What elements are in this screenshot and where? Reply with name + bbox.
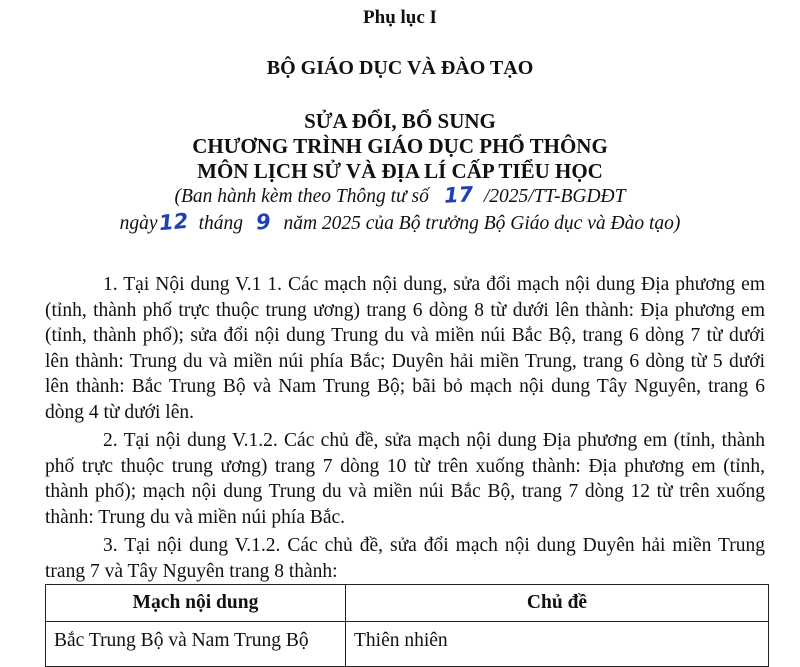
issuance-prefix: (Ban hành kèm theo Thông tư số [174, 186, 429, 207]
ministry-name: BỘ GIÁO DỤC VÀ ĐÀO TẠO [266, 57, 534, 79]
document-title [0, 109, 800, 184]
paragraph-3: 3. Tại nội dung V.1.2. Các chủ đề, sửa đổi mạch nội dung Duyên hải miền Trung trang 7 và Tây Nguyên trang 8 thành: [45, 535, 765, 582]
table-header-cell: Mạch nội dung [46, 585, 346, 622]
title-line-2: CHƯƠNG TRÌNH GIÁO DỤC PHỔ THÔNG [192, 134, 608, 158]
paragraph-1: 1. Tại Nội dung V.1 1. Các mạch nội dung, sửa đổi mạch nội dung Địa phương em (tỉnh, thành phố trực thuộc trung ương) trang 6 dòng 8 từ dưới lên thành: Địa phương em (tỉnh, thành phố); sửa đổi nội dung Trung du và miền núi Bắc Bộ, trang 6 dòng 7 từ dưới lên thành: Trung du và miền núi phía Bắc; Duyên hải miền Trung, trang 6 dòng từ 5 dưới lên thành: Bắc Trung Bộ và Nam Trung Bộ; bãi bỏ mạch nội dung Tây Nguyên, trang 6 dòng 4 từ dưới lên. [45, 274, 765, 423]
table-header-row [46, 585, 769, 622]
month-word: tháng [198, 213, 244, 234]
title-line-3: MÔN LỊCH SỬ VÀ ĐỊA LÍ CẤP TIỂU HỌC [197, 159, 603, 183]
date-suffix: năm 2025 của Bộ trưởng Bộ Giáo dục và Đào tạo) [283, 213, 681, 234]
table-cell: Thiên nhiên [346, 622, 769, 667]
table-row [46, 622, 769, 667]
issuance-line-1 [0, 183, 800, 208]
appendix-label: Phụ lục I [363, 7, 437, 28]
issuance-suffix: /2025/TT-BGDĐT [483, 186, 626, 207]
day-handwritten: 12 [157, 208, 189, 236]
date-prefix: ngày [119, 213, 158, 234]
title-line-1: SỬA ĐỔI, BỔ SUNG [304, 109, 496, 133]
content-table [45, 584, 769, 667]
issuance-line-2 [0, 210, 800, 235]
circular-number-handwritten: 17 [443, 182, 474, 208]
table-header-cell: Chủ đề [346, 585, 769, 622]
paragraph-2: 2. Tại nội dung V.1.2. Các chủ đề, sửa mạch nội dung Địa phương em (tỉnh, thành phố trực thuộc trung ương) trang 7 dòng 10 từ trên xuống thành: Địa phương em (tỉnh, thành phố); mạch nội dung Trung du và miền núi Bắc Bộ, trang 7 dòng 12 từ trên xuống thành: Trung du và miền núi phía Bắc. [45, 430, 765, 528]
month-handwritten: 9 [255, 209, 272, 235]
table-cell: Bắc Trung Bộ và Nam Trung Bộ [46, 622, 346, 667]
